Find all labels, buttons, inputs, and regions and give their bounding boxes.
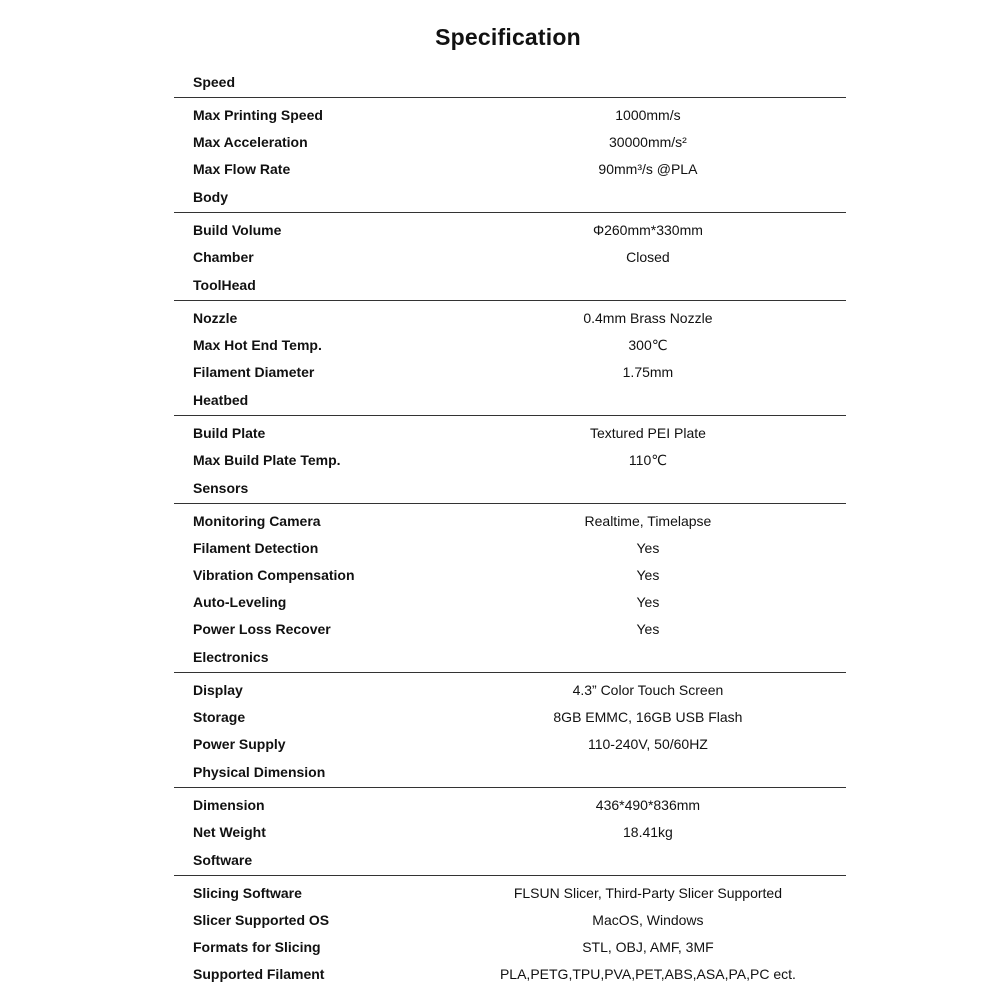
spec-value: 18.41kg [623, 824, 673, 840]
spec-row [174, 819, 846, 846]
spec-value: MacOS, Windows [592, 912, 704, 928]
section-heading: Speed [174, 68, 846, 98]
spec-section [174, 271, 846, 386]
spec-value: Yes [636, 594, 660, 610]
spec-label: Net Weight [193, 824, 266, 840]
section-heading: Software [174, 846, 846, 876]
spec-label: Build Volume [193, 222, 282, 238]
spec-row [174, 961, 846, 988]
spec-row [174, 880, 846, 907]
spec-value: FLSUN Slicer, Third-Party Slicer Supported [513, 885, 783, 901]
spec-label: Formats for Slicing [193, 939, 321, 955]
spec-row [174, 562, 846, 589]
page-title: Specification [435, 24, 581, 50]
spec-label: Display [193, 682, 243, 698]
spec-value: 436*490*836mm [595, 797, 701, 813]
section-heading: Electronics [174, 643, 846, 673]
spec-value: Closed [626, 249, 670, 265]
spec-label: Dimension [193, 797, 265, 813]
spec-row [174, 359, 846, 386]
spec-value: 90mm³/s @PLA [598, 161, 698, 177]
spec-section [174, 474, 846, 643]
section-heading: Heatbed [174, 386, 846, 416]
spec-section [174, 386, 846, 474]
spec-label: Supported Filament [193, 966, 325, 982]
spec-value: 30000mm/s² [609, 134, 687, 150]
spec-row [174, 508, 846, 535]
spec-value: Φ260mm*330mm [592, 222, 703, 238]
spec-row [174, 535, 846, 562]
spec-value: 1.75mm [622, 364, 674, 380]
spec-label: Storage [193, 709, 246, 725]
spec-label: Monitoring Camera [193, 513, 321, 529]
spec-row [174, 792, 846, 819]
spec-value: Realtime, Timelapse [584, 513, 712, 529]
spec-value: 0.4mm Brass Nozzle [583, 310, 713, 326]
spec-label: Chamber [193, 249, 254, 265]
spec-value: 1000mm/s [615, 107, 681, 123]
spec-value: STL, OBJ, AMF, 3MF [582, 939, 714, 955]
spec-row [174, 420, 846, 447]
spec-label: Auto-Leveling [193, 594, 287, 610]
spec-row [174, 129, 846, 156]
spec-section [174, 758, 846, 846]
spec-row [174, 731, 846, 758]
spec-row [174, 332, 846, 359]
spec-value: PLA,PETG,TPU,PVA,PET,ABS,ASA,PA,PC ect. [499, 966, 796, 982]
spec-value: 8GB EMMC, 16GB USB Flash [553, 709, 743, 725]
spec-value: Yes [636, 567, 660, 583]
spec-section [174, 846, 846, 988]
spec-label: Max Printing Speed [193, 107, 323, 123]
spec-label: Max Build Plate Temp. [193, 452, 341, 468]
spec-row [174, 217, 846, 244]
section-heading: Sensors [174, 474, 846, 504]
spec-row [174, 934, 846, 961]
spec-row [174, 589, 846, 616]
spec-row [174, 305, 846, 332]
spec-label: Power Supply [193, 736, 286, 752]
spec-label: Slicing Software [193, 885, 302, 901]
spec-row [174, 102, 846, 129]
spec-value: 300℃ [628, 337, 668, 353]
spec-label: Max Acceleration [193, 134, 308, 150]
spec-row [174, 907, 846, 934]
section-heading: Physical Dimension [174, 758, 846, 788]
spec-label: Power Loss Recover [193, 621, 331, 637]
spec-label: Filament Detection [193, 540, 319, 556]
spec-value: 110-240V, 50/60HZ [587, 736, 708, 752]
spec-value: 4.3” Color Touch Screen [572, 682, 724, 698]
spec-value: Textured PEI Plate [589, 425, 706, 441]
spec-value: Yes [636, 540, 660, 556]
spec-section [174, 68, 846, 183]
spec-row [174, 156, 846, 183]
spec-label: Max Hot End Temp. [193, 337, 322, 353]
spec-table [174, 68, 846, 988]
spec-row [174, 677, 846, 704]
spec-label: Slicer Supported OS [193, 912, 330, 928]
spec-row [174, 447, 846, 474]
spec-label: Vibration Compensation [193, 567, 355, 583]
spec-value: 110℃ [628, 452, 667, 468]
spec-label: Max Flow Rate [193, 161, 291, 177]
spec-value: Yes [636, 621, 660, 637]
section-heading: ToolHead [174, 271, 846, 301]
spec-section [174, 643, 846, 758]
section-heading: Body [174, 183, 846, 213]
spec-label: Nozzle [193, 310, 238, 326]
spec-section [174, 183, 846, 271]
spec-label: Filament Diameter [193, 364, 315, 380]
spec-row [174, 704, 846, 731]
spec-label: Build Plate [193, 425, 266, 441]
spec-row [174, 616, 846, 643]
spec-row [174, 244, 846, 271]
